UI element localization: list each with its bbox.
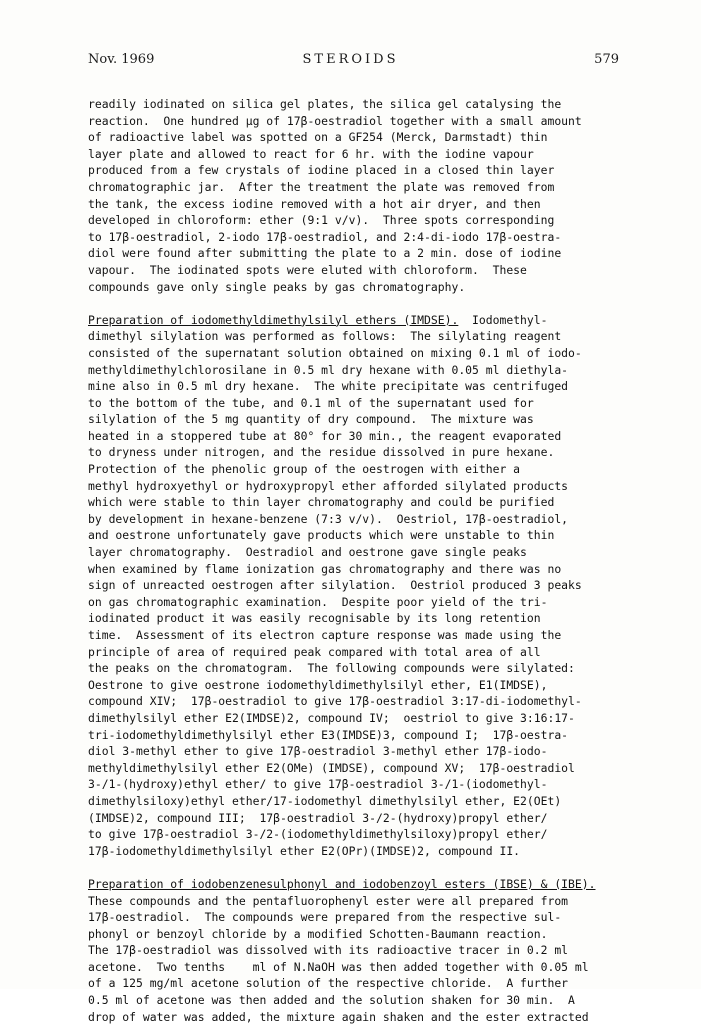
text-line: 17β-iodomethyldimethylsilyl ether E2(OPr)(IMDSE)2, compound II. <box>88 843 521 858</box>
text-line: to give 17β-oestradiol 3-/2-(iodomethyldimethylsiloxy)propyl ether/ <box>88 827 548 842</box>
section-imdse <box>88 312 648 860</box>
section-heading-ibse-ibe: Preparation of iodobenzenesulphonyl and iodobenzoyl esters (IBSE) & (IBE). <box>88 876 596 891</box>
paragraph-iodination <box>88 96 648 295</box>
text-line: the tank, the excess iodine removed with a hot air dryer, and then <box>88 196 541 211</box>
text-line: diol were found after submitting the plate to a 2 min. dose of iodine <box>88 246 562 261</box>
article-body <box>88 96 648 1025</box>
text-line: chromatographic jar. After the treatment the plate was removed from <box>88 179 555 194</box>
text-line: (IMDSE)2, compound III; 17β-oestradiol 3-/2-(hydroxy)propyl ether/ <box>88 810 548 825</box>
text-line: time. Assessment of its electron capture response was made using the <box>88 628 562 642</box>
text-line: when examined by flame ionization gas chromatography and there was no <box>88 561 562 576</box>
text-line: developed in chloroform: ether (9:1 v/v). Three spots corresponding <box>88 213 555 228</box>
text-line: These compounds and the pentafluorophenyl ester were all prepared from <box>88 893 569 908</box>
section-heading-line <box>88 312 648 329</box>
text-line: 17β-oestradiol. The compounds were prepared from the respective sul- <box>88 910 562 925</box>
text-line: to dryness under nitrogen, and the residue dissolved in pure hexane. <box>88 445 555 460</box>
text-line: dimethylsiloxy)ethyl ether/17-iodomethyl dimethylsilyl ether, E2(OEt) <box>88 793 562 808</box>
text-line: principle of area of required peak compared with total area of all <box>88 644 541 659</box>
text-line: 0.5 ml of acetone was then added and the solution shaken for 30 min. A <box>88 993 575 1008</box>
text-line: acetone. Two tenths ml of N.NaOH was then added together with 0.05 ml <box>88 959 589 974</box>
text-line: vapour. The iodinated spots were eluted with chloroform. These <box>88 262 527 277</box>
text-line: to 17β-oestradiol, 2-iodo 17β-oestradiol, and 2:4-di-iodo 17β-oestra- <box>88 229 562 244</box>
text-line: of radioactive label was spotted on a GF254 (Merck, Darmstadt) thin <box>88 130 548 145</box>
text-line: to the bottom of the tube, and 0.1 ml of the supernatant used for <box>88 395 534 410</box>
text-line: layer chromatography. Oestradiol and oestrone gave single peaks <box>88 545 527 560</box>
section-ibse-ibe <box>88 876 648 1025</box>
text-line: dimethyl silylation was performed as follows: The silylating reagent <box>88 329 562 344</box>
section-heading-line <box>88 876 648 893</box>
text-line: and oestrone unfortunately gave products which were unstable to thin <box>88 528 555 543</box>
text-line: methyldimethylsilyl ether E2(OMe) (IMDSE), compound XV; 17β-oestradiol <box>88 760 575 775</box>
text-line-fragment: Iodomethyl- <box>458 312 548 327</box>
header-date: Nov. 1969 <box>88 52 155 67</box>
text-line: of a 125 mg/ml acetone solution of the respective chloride. A further <box>88 976 569 991</box>
text-line: by development in hexane-benzene (7:3 v/v). Oestriol, 17β-oestradiol, <box>88 511 569 526</box>
text-line: which were stable to thin layer chromatography and could be purified <box>88 495 555 510</box>
text-line: compounds gave only single peaks by gas chromatography. <box>88 279 466 294</box>
paragraph-spacer <box>88 859 648 876</box>
header-page-number: 579 <box>594 52 619 67</box>
text-line: heated in a stoppered tube at 80° for 30 min., the reagent evaporated <box>88 428 562 443</box>
text-line: iodinated product it was easily recognisable by its long retention <box>88 611 541 626</box>
text-line: diol 3-methyl ether to give 17β-oestradiol 3-methyl ether 17β-iodo- <box>88 744 548 759</box>
text-line: methyl hydroxyethyl or hydroxypropyl ether afforded silylated products <box>88 478 569 493</box>
text-line: phonyl or benzoyl chloride by a modified Schotten-Baumann reaction. <box>88 926 548 941</box>
text-line: mine also in 0.5 ml dry hexane. The white precipitate was centrifuged <box>88 379 569 394</box>
text-line: readily iodinated on silica gel plates, the silica gel catalysing the <box>88 97 562 111</box>
text-line: Protection of the phenolic group of the oestrogen with either a <box>88 462 521 477</box>
text-line: the peaks on the chromatogram. The following compounds were silylated: <box>88 661 575 676</box>
section-heading-imdse: Preparation of iodomethyldimethylsilyl ethers (IMDSE). <box>88 312 459 327</box>
text-line: The 17β-oestradiol was dissolved with its radioactive tracer in 0.2 ml <box>88 943 569 958</box>
text-line: drop of water was added, the mixture again shaken and the ester extracted <box>88 1009 589 1024</box>
text-line: on gas chromatographic examination. Despite poor yield of the tri- <box>88 594 548 609</box>
text-line: produced from a few crystals of iodine placed in a closed thin layer <box>88 163 555 178</box>
text-line: methyldimethylchlorosilane in 0.5 ml dry hexane with 0.05 ml diethyla- <box>88 362 569 377</box>
header-journal-title: STEROIDS <box>302 52 399 67</box>
text-line: compound XIV; 17β-oestradiol to give 17β-oestradiol 3:17-di-iodomethyl- <box>88 694 582 709</box>
text-line: Oestrone to give oestrone iodomethyldimethylsilyl ether, E1(IMDSE), <box>88 677 548 692</box>
text-line: layer plate and allowed to react for 6 hr. with the iodine vapour <box>88 146 534 161</box>
text-line: 3-/1-(hydroxy)ethyl ether/ to give 17β-oestradiol 3-/1-(iodomethyl- <box>88 777 548 792</box>
text-line: tri-iodomethyldimethylsilyl ether E3(IMDSE)3, compound I; 17β-oestra- <box>88 727 569 742</box>
text-line: dimethylsilyl ether E2(IMDSE)2, compound IV; oestriol to give 3:16:17- <box>88 710 575 725</box>
text-line: reaction. One hundred µg of 17β-oestradiol together with a small amount <box>88 113 582 128</box>
paragraph-spacer <box>88 295 648 312</box>
text-line: consisted of the supernatant solution obtained on mixing 0.1 ml of iodo- <box>88 345 582 360</box>
text-line: silylation of the 5 mg quantity of dry compound. The mixture was <box>88 412 534 427</box>
text-line: sign of unreacted oestrogen after silylation. Oestriol produced 3 peaks <box>88 578 582 593</box>
